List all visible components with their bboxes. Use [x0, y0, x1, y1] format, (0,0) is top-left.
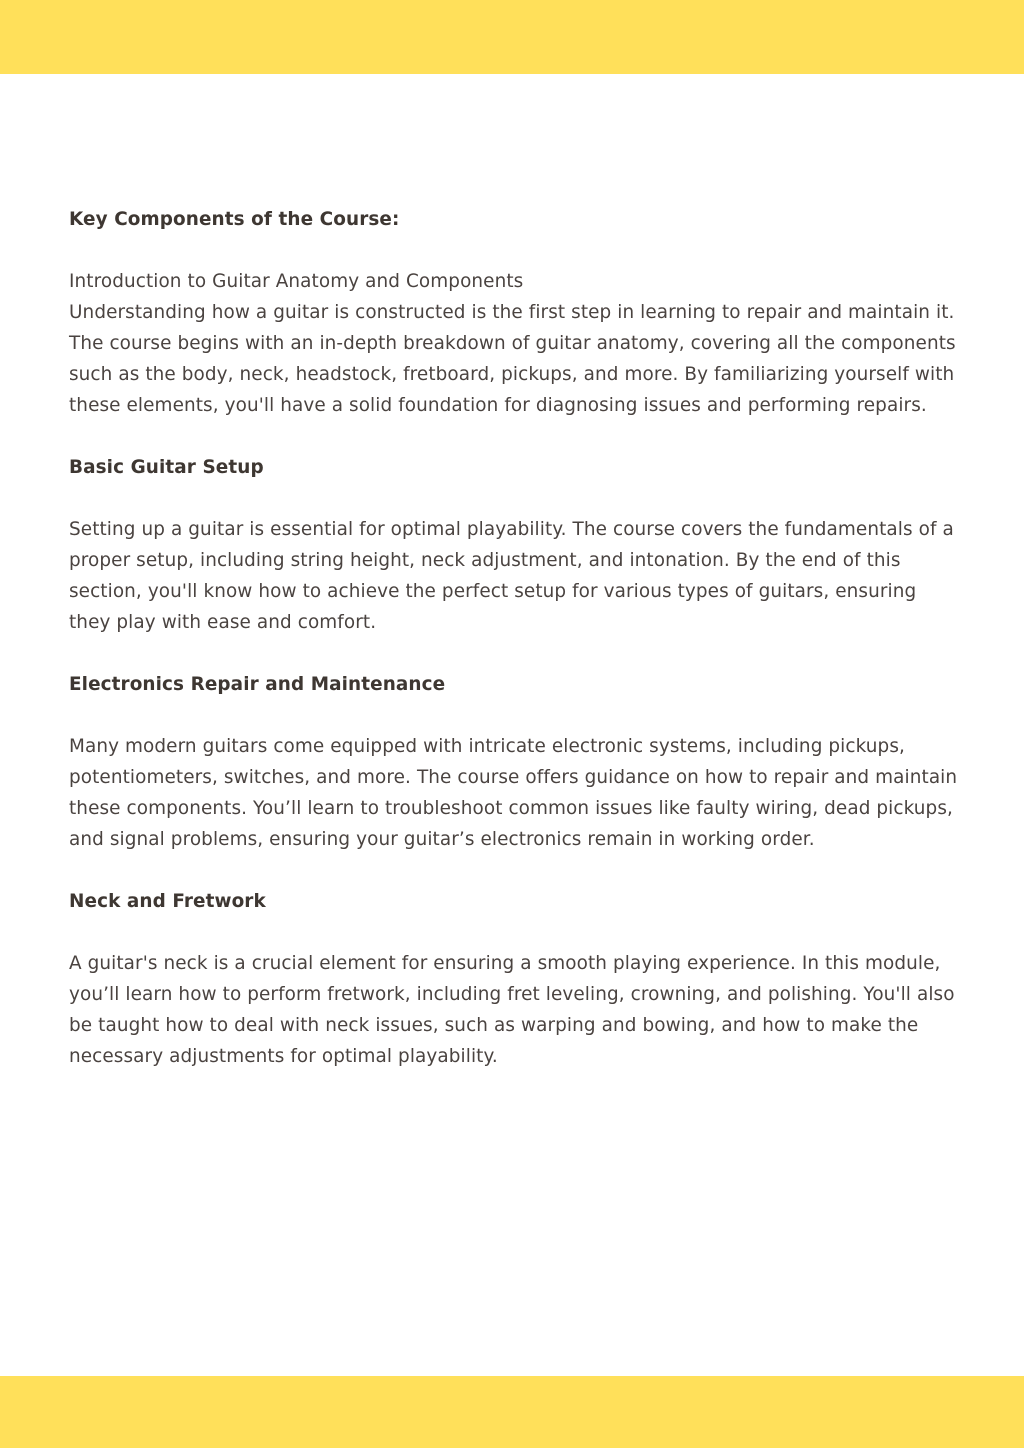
section-intro-title: Introduction to Guitar Anatomy and Components [69, 271, 524, 292]
section-electronics-body: Many modern guitars come equipped with intricate electronic systems, including pickups, potentiometers, switches, and more. The course offers guidance on how to repair and maintain these components. You’ll learn to troubleshoot common issues like faulty wiring, dead pickups, and signal problems, ensuring your guitar’s electronics remain in working order. [69, 736, 958, 850]
section-neck-title: Neck and Fretwork [69, 891, 266, 912]
bottom-color-band [0, 1376, 1024, 1448]
main-heading: Key Components of the Course: [69, 209, 400, 230]
document-body [69, 204, 961, 1103]
section-neck-body: A guitar's neck is a crucial element for ensuring a smooth playing experience. In this module, you’ll learn how to perform fretwork, including fret leveling, crowning, and polishing. You'll also be taught how to deal with neck issues, such as warping and bowing, and how to make the necessary adjustments for optimal playability. [69, 953, 955, 1067]
top-color-band [0, 0, 1024, 74]
section-electronics-title: Electronics Repair and Maintenance [69, 674, 446, 695]
section-setup-body: Setting up a guitar is essential for optimal playability. The course covers the fundamentals of a proper setup, including string height, neck adjustment, and intonation. By the end of this section, you'll know how to achieve the perfect setup for various types of guitars, ensuring they play with ease and comfort. [69, 519, 954, 633]
section-setup-title: Basic Guitar Setup [69, 457, 264, 478]
section-intro-body: Understanding how a guitar is constructed is the first step in learning to repair and maintain it. The course begins with an in-depth breakdown of guitar anatomy, covering all the components such as the body, neck, headstock, fretboard, pickups, and more. By familiarizing yourself with these elements, you'll have a solid foundation for diagnosing issues and performing repairs. [69, 302, 956, 416]
